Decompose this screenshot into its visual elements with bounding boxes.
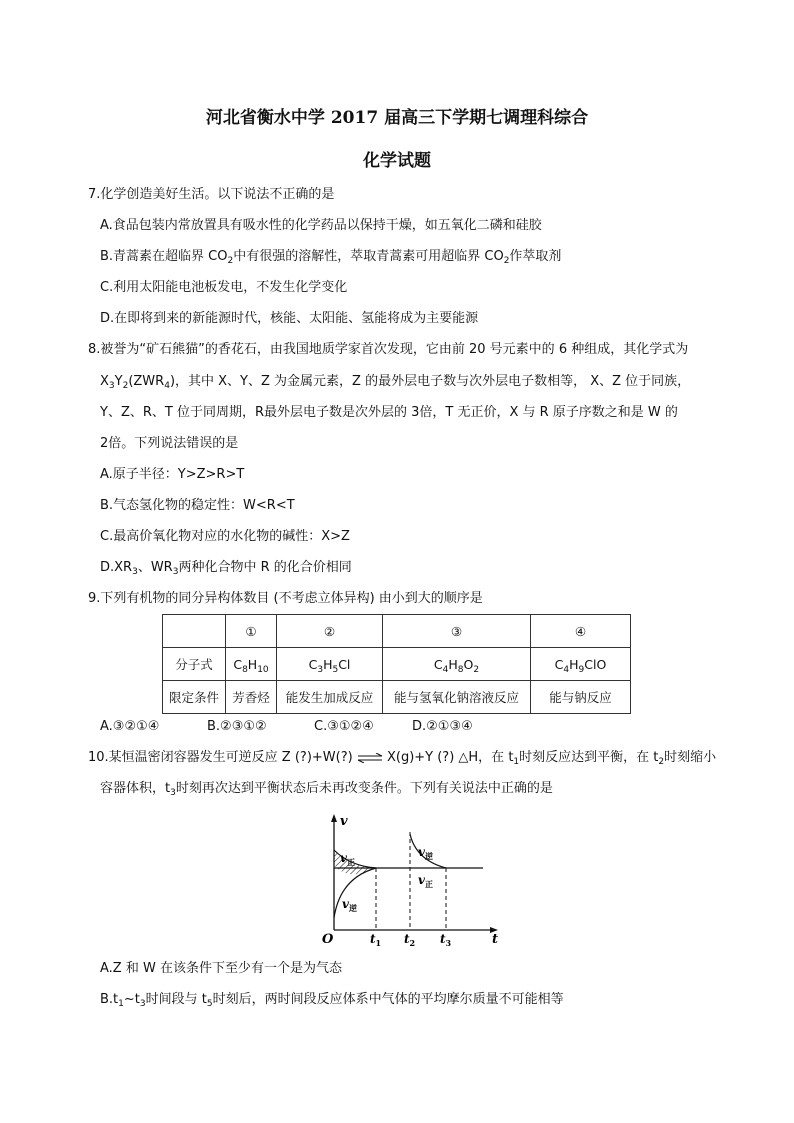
condition-cell: 芳香烃	[226, 681, 277, 714]
table-row-label: 分子式	[163, 648, 226, 681]
question-8-option-b: B.气态氢化物的稳定性：W<R<T	[100, 498, 295, 513]
question-9-option-b: B.②③①②	[207, 719, 267, 734]
formula-cell: $C_3H_5Cl$	[277, 648, 383, 681]
question-7-option-a: A.食品包装内常放置具有吸水性的化学药品以保持干燥，如五氧化二磷和硅胶	[100, 218, 542, 233]
question-9-options	[100, 719, 473, 735]
origin-label: O	[322, 932, 334, 947]
question-7-stem: 7.化学创造美好生活。以下说法不正确的是	[88, 187, 335, 202]
formula-cell: $C_4H_9ClO$	[531, 648, 631, 681]
y-axis-arrow-icon	[331, 814, 337, 822]
v-forward-label-1: $v_正$	[340, 851, 355, 867]
question-8-option-a: A.原子半径：Y>Z>R>T	[100, 467, 245, 482]
question-9-option-a: A.③②①④	[100, 719, 160, 734]
formula-cell: $C_8H_{10}$	[226, 648, 277, 681]
page-subtitle: 化学试题	[363, 151, 431, 171]
question-8-option-d: $D.XR_3$、$WR_3$两种化合物中 R 的化合价相同	[100, 560, 352, 577]
table-header: ①	[226, 615, 277, 648]
question-10-stem-line2: 容器体积，$t_3$时刻再次达到平衡状态后未再改变条件。下列有关说法中正确的是	[100, 781, 553, 798]
question-8-stem-line3: Y、Z、R、T 位于同周期，R最外层电子数是次外层的 3倍，T 无正价，X 与 R 原子序数之和是 W 的	[100, 405, 678, 420]
table-cell	[163, 615, 226, 648]
table-row	[163, 681, 631, 714]
v-reverse-label-2: $v_逆$	[418, 845, 433, 861]
page-title: 河北省衡水中学 2017 届高三下学期七调理科综合	[205, 108, 589, 128]
y-axis-label: v	[340, 814, 348, 829]
isomer-table	[162, 614, 631, 714]
question-9-option-c: C.③①②④	[314, 719, 374, 734]
question-7-option-b: B.青蒿素在超临界 $CO_2$中有很强的溶解性，萃取青蒿素可用超临界 $CO_2$作萃取剂	[100, 249, 562, 266]
question-10-option-a: A.Z 和 W 在该条件下至少有一个是为气态	[100, 961, 342, 976]
question-8-option-c: C.最高价氧化物对应的水化物的碱性：X>Z	[100, 529, 350, 544]
question-8-stem-line2: $X_3Y_2(ZWR_4)$，其中 X、Y、Z 为金属元素，Z 的最外层电子数与次外层电子数相等， X、Z 位于同族，	[100, 374, 691, 391]
condition-cell: 能与钠反应	[531, 681, 631, 714]
condition-cell: 能与氢氧化钠溶液反应	[383, 681, 531, 714]
question-10-option-b: $B.t_1\sim t_3$时间段与 $t_5$时刻后，两时间段反应体系中气体的平均摩尔质量不可能相等	[100, 992, 564, 1009]
t1-label: $t_1$	[370, 932, 382, 948]
question-8-stem-line1: 8.被誉为“矿石熊猫”的香花石，由我国地质学家首次发现，它由前 20 号元素中的 6 种组成，其化学式为	[88, 342, 689, 357]
formula-cell: $C_4H_8O_2$	[383, 648, 531, 681]
question-9-option-d: D.②①③④	[412, 719, 473, 734]
table-row	[163, 615, 631, 648]
v-reverse-label-1: $v_逆$	[342, 897, 357, 913]
condition-cell: 能发生加成反应	[277, 681, 383, 714]
t2-label: $t_2$	[404, 932, 416, 948]
question-8-stem-line4: 2倍。下列说法错误的是	[100, 436, 239, 451]
v-forward-label-2: $v_正$	[418, 873, 433, 889]
question-9-stem: 9.下列有机物的同分异构体数目 (不考虑立体异构) 由小到大的顺序是	[88, 591, 483, 606]
t3-label: $t_3$	[440, 932, 452, 948]
rate-time-graph	[318, 810, 508, 950]
question-7-option-c: C.利用太阳能电池板发电，不发生化学变化	[100, 280, 348, 295]
table-row	[163, 648, 631, 681]
table-header: ③	[383, 615, 531, 648]
question-10-stem-line1: 10.某恒温密闭容器发生可逆反应 Z (?)+W(?) X(g)+Y (?) △H，在 $t_1$时刻反应达到平衡，在 $t_2$时刻缩小	[88, 750, 717, 767]
x-axis-label: t	[492, 932, 499, 947]
table-header: ④	[531, 615, 631, 648]
table-row-label: 限定条件	[163, 681, 226, 714]
table-header: ②	[277, 615, 383, 648]
equilibrium-arrow-icon	[357, 753, 383, 763]
question-7-option-d: D.在即将到来的新能源时代，核能、太阳能、氢能将成为主要能源	[100, 311, 479, 326]
